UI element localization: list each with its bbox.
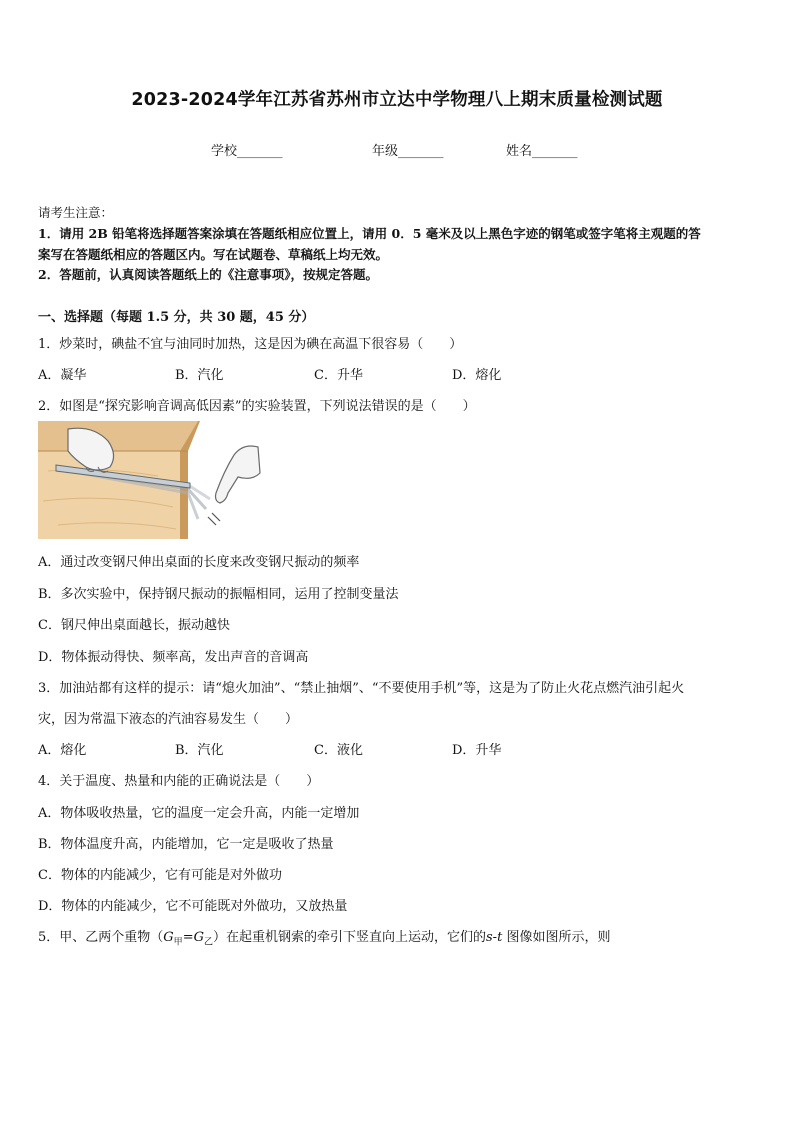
question-5-stem	[38, 926, 760, 948]
question-1-stem: 1．炒菜时，碘盐不宜与油同时加热，这是因为碘在高温下很容易（ ）	[38, 337, 463, 352]
q1-option-d[interactable]: D．熔化	[452, 368, 502, 383]
notice-item-1-line-2: 案写在答题纸相应的答题区内。写在试题卷、草稿纸上均无效。	[38, 247, 389, 262]
q2-option-b[interactable]: B．多次实验中，保持钢尺振动的振幅相同，运用了控制变量法	[38, 587, 399, 602]
q2-option-a[interactable]: A．通过改变钢尺伸出桌面的长度来改变钢尺振动的频率	[38, 555, 360, 570]
question-3-options	[38, 739, 760, 759]
q3-option-a[interactable]: A．熔化	[38, 743, 87, 758]
q1-option-c[interactable]: C．升华	[314, 368, 363, 383]
question-3-stem-line-2: 灾，因为常温下液态的汽油容易发生（ ）	[38, 712, 299, 727]
q1-option-a[interactable]: A．凝华	[38, 368, 87, 383]
q2-option-d[interactable]: D．物体振动得快、频率高，发出声音的音调高	[38, 650, 309, 665]
q5-st-symbol: s-t	[486, 930, 503, 945]
q4-option-d[interactable]: D．物体的内能减少，它不可能既对外做功，又放热量	[38, 899, 348, 914]
q5-g-symbol-2: G	[193, 930, 204, 945]
q3-option-b[interactable]: B．汽化	[175, 743, 224, 758]
question-4-stem: 4．关于温度、热量和内能的正确说法是（ ）	[38, 774, 320, 789]
notice-item-1-line-1: 1．请用 2B 铅笔将选择题答案涂填在答题纸相应位置上，请用 0．5 毫米及以上黑色字迹的钢笔或签字笔将主观题的答	[38, 226, 701, 241]
q4-option-c[interactable]: C．物体的内能减少，它有可能是对外做功	[38, 868, 282, 883]
exam-title: 2023-2024学年江苏省苏州市立达中学物理八上期末质量检测试题	[131, 90, 663, 110]
school-field[interactable]: 学校_______	[211, 144, 283, 159]
q5-g-symbol-1: G	[163, 930, 174, 945]
section-1-heading: 一、选择题（每题 1.5 分，共 30 题，45 分）	[38, 310, 315, 325]
q3-option-c[interactable]: C．液化	[314, 743, 363, 758]
question-1-options	[38, 364, 760, 384]
notice-item-2: 2．答题前，认真阅读答题纸上的《注意事项》，按规定答题。	[38, 267, 378, 282]
q3-option-d[interactable]: D．升华	[452, 743, 502, 758]
grade-field[interactable]: 年级_______	[372, 144, 444, 159]
q5-sub-1: 甲	[173, 937, 183, 948]
ruler-experiment-figure	[38, 421, 266, 539]
notice-heading: 请考生注意：	[38, 205, 114, 220]
question-3-stem-line-1: 3．加油站都有这样的提示：请“熄火加油”、“禁止抽烟”、“不要使用手机”等，这是为了防止火花点燃汽油引起火	[38, 681, 685, 696]
q5-equals: =	[182, 930, 194, 945]
q5-middle: ）在起重机钢索的牵引下竖直向上运动，它们的	[213, 930, 487, 945]
q2-option-c[interactable]: C．钢尺伸出桌面越长，振动越快	[38, 618, 230, 633]
q4-option-a[interactable]: A．物体吸收热量，它的温度一定会升高，内能一定增加	[38, 806, 360, 821]
question-2-stem: 2．如图是“探究影响音调高低因素”的实验装置，下列说法错误的是（ ）	[38, 399, 476, 414]
q5-sub-2: 乙	[203, 937, 213, 948]
q5-prefix: 5．甲、乙两个重物（	[38, 930, 164, 945]
q1-option-b[interactable]: B．汽化	[175, 368, 224, 383]
q5-suffix: 图像如图所示，则	[502, 930, 611, 945]
q4-option-b[interactable]: B．物体温度升高，内能增加，它一定是吸收了热量	[38, 837, 334, 852]
name-field[interactable]: 姓名_______	[506, 144, 578, 159]
